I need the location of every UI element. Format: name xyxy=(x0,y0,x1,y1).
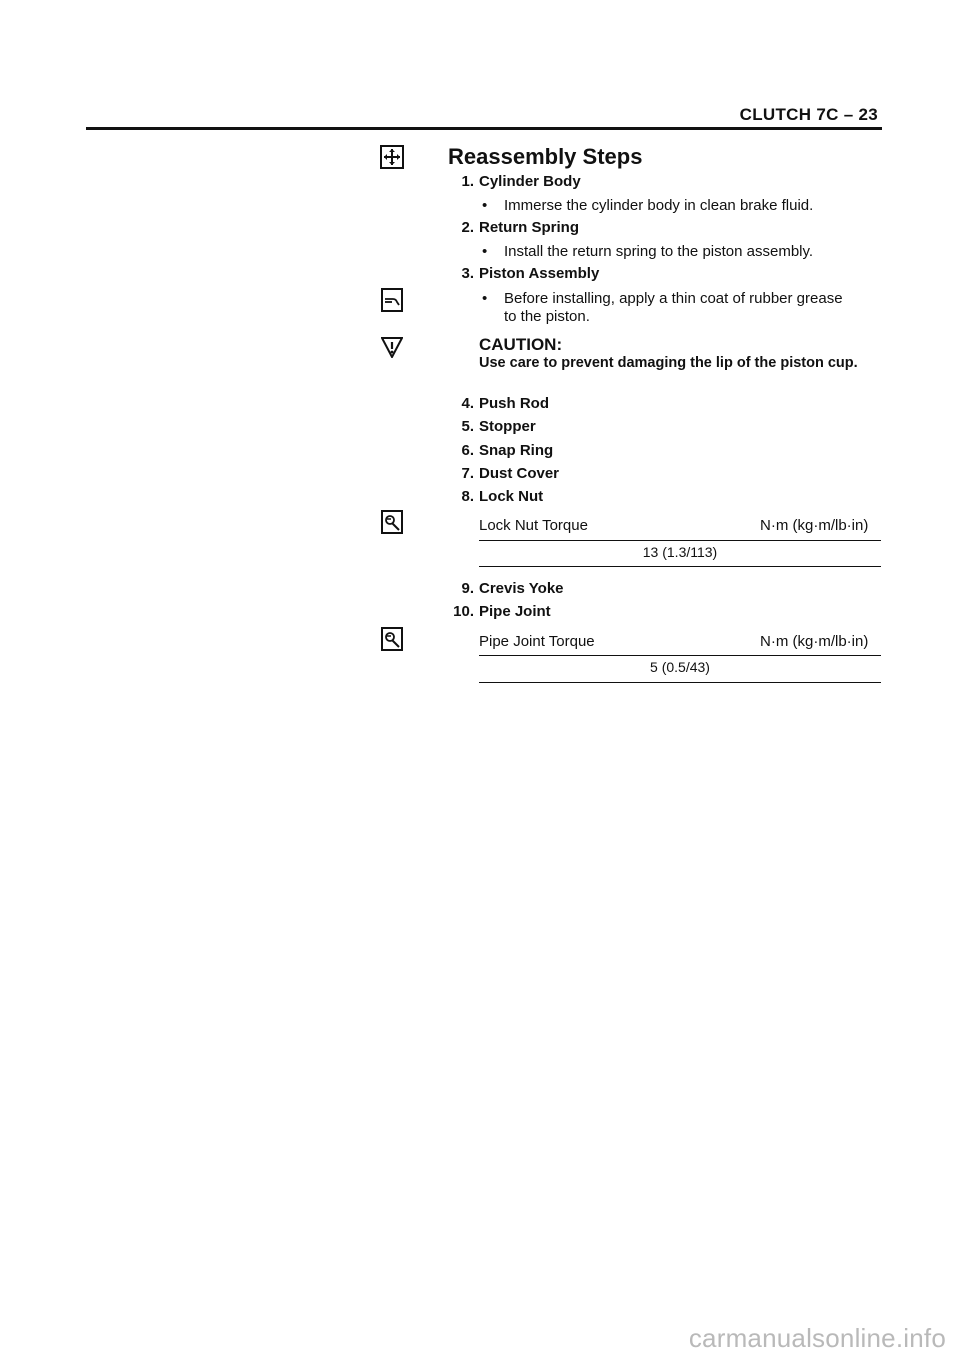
step-label: Stopper xyxy=(479,418,536,435)
spec-divider xyxy=(479,540,881,541)
step-number: 6. xyxy=(461,442,474,459)
caution-title: CAUTION: xyxy=(479,335,563,354)
caution-triangle-icon xyxy=(381,336,403,358)
torque-wrench-icon xyxy=(381,627,403,651)
step-number: 8. xyxy=(461,488,474,505)
page-header xyxy=(86,101,882,130)
step-number: 2. xyxy=(461,219,474,236)
spec-label: Lock Nut Torque xyxy=(479,517,588,534)
step-label: Dust Cover xyxy=(479,465,560,482)
bullet-dot: • xyxy=(482,197,488,214)
step-instruction: Install the return spring to the piston assembly. xyxy=(504,243,814,260)
spec-divider xyxy=(479,655,881,656)
step-number: 3. xyxy=(461,265,474,282)
step-label: Piston Assembly xyxy=(479,265,600,282)
section-title: Reassembly Steps xyxy=(448,144,643,169)
step-label: Cylinder Body xyxy=(479,173,581,190)
step-number: 9. xyxy=(461,580,474,597)
spec-unit: N·m (kg·m/lb·in) xyxy=(760,633,869,650)
spec-divider xyxy=(479,682,881,683)
step-label: Crevis Yoke xyxy=(479,580,564,597)
spec-label: Pipe Joint Torque xyxy=(479,633,595,650)
step-instruction: Before installing, apply a thin coat of rubber grease xyxy=(504,290,843,307)
grease-apply-icon xyxy=(381,288,403,312)
step-label: Pipe Joint xyxy=(479,603,551,620)
spec-value: 13 (1.3/113) xyxy=(642,544,718,560)
step-label: Lock Nut xyxy=(479,488,544,505)
step-instruction: Immerse the cylinder body in clean brake fluid. xyxy=(504,197,814,214)
spec-unit: N·m (kg·m/lb·in) xyxy=(760,517,869,534)
reassembly-icon xyxy=(380,145,404,169)
step-number: 4. xyxy=(461,395,474,412)
step-number: 5. xyxy=(461,418,474,435)
bullet-dot: • xyxy=(482,290,488,307)
step-label: Snap Ring xyxy=(479,442,554,459)
step-instruction-continued: to the piston. xyxy=(504,308,590,325)
bullet-dot: • xyxy=(482,243,488,260)
spec-value: 5 (0.5/43) xyxy=(650,659,710,675)
watermark: carmanualsonline.info xyxy=(688,1323,946,1353)
step-number: 1. xyxy=(461,173,474,190)
caution-text: Use care to prevent damaging the lip of the piston cup. xyxy=(479,355,858,371)
step-number: 7. xyxy=(461,465,474,482)
step-label: Return Spring xyxy=(479,219,579,236)
step-label: Push Rod xyxy=(479,395,549,412)
torque-wrench-icon xyxy=(381,510,403,534)
step-number: 10. xyxy=(453,603,474,620)
spec-divider xyxy=(479,566,881,567)
header-title: CLUTCH 7C – 23 xyxy=(739,105,878,124)
